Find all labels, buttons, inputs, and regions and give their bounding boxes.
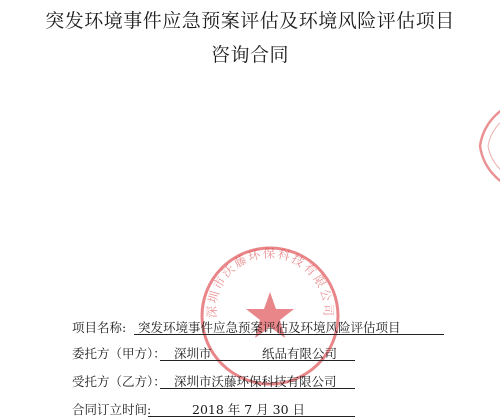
client-value: 深圳市 [174, 346, 212, 361]
partial-seal-stamp [472, 96, 500, 196]
date-label: 合同订立时间: [72, 402, 152, 417]
contract-title: 突发环境事件应急预案评估及环境风险评估项目 [45, 10, 455, 32]
seal-text: 深圳市沃藤环保科技有限公司 [204, 246, 336, 319]
client-value-suffix: 纸品有限公司 [262, 346, 338, 361]
project-name-label: 项目名称: [72, 320, 127, 335]
project-name-underline [134, 334, 444, 335]
project-name-value: 突发环境事件应急预案评估及环境风险评估项目 [138, 320, 401, 335]
date-value: 2018 年 7 月 30 日 [192, 402, 306, 417]
client-label: 委托方（甲方）： [72, 346, 166, 361]
date-underline [148, 416, 355, 417]
contract-subtitle: 咨询合同 [210, 44, 289, 66]
vendor-underline [160, 388, 355, 389]
vendor-value: 深圳市沃藤环保科技有限公司 [174, 374, 337, 389]
company-seal-stamp [196, 242, 344, 390]
vendor-label: 受托方（乙方）： [72, 374, 166, 389]
client-underline [160, 360, 355, 361]
